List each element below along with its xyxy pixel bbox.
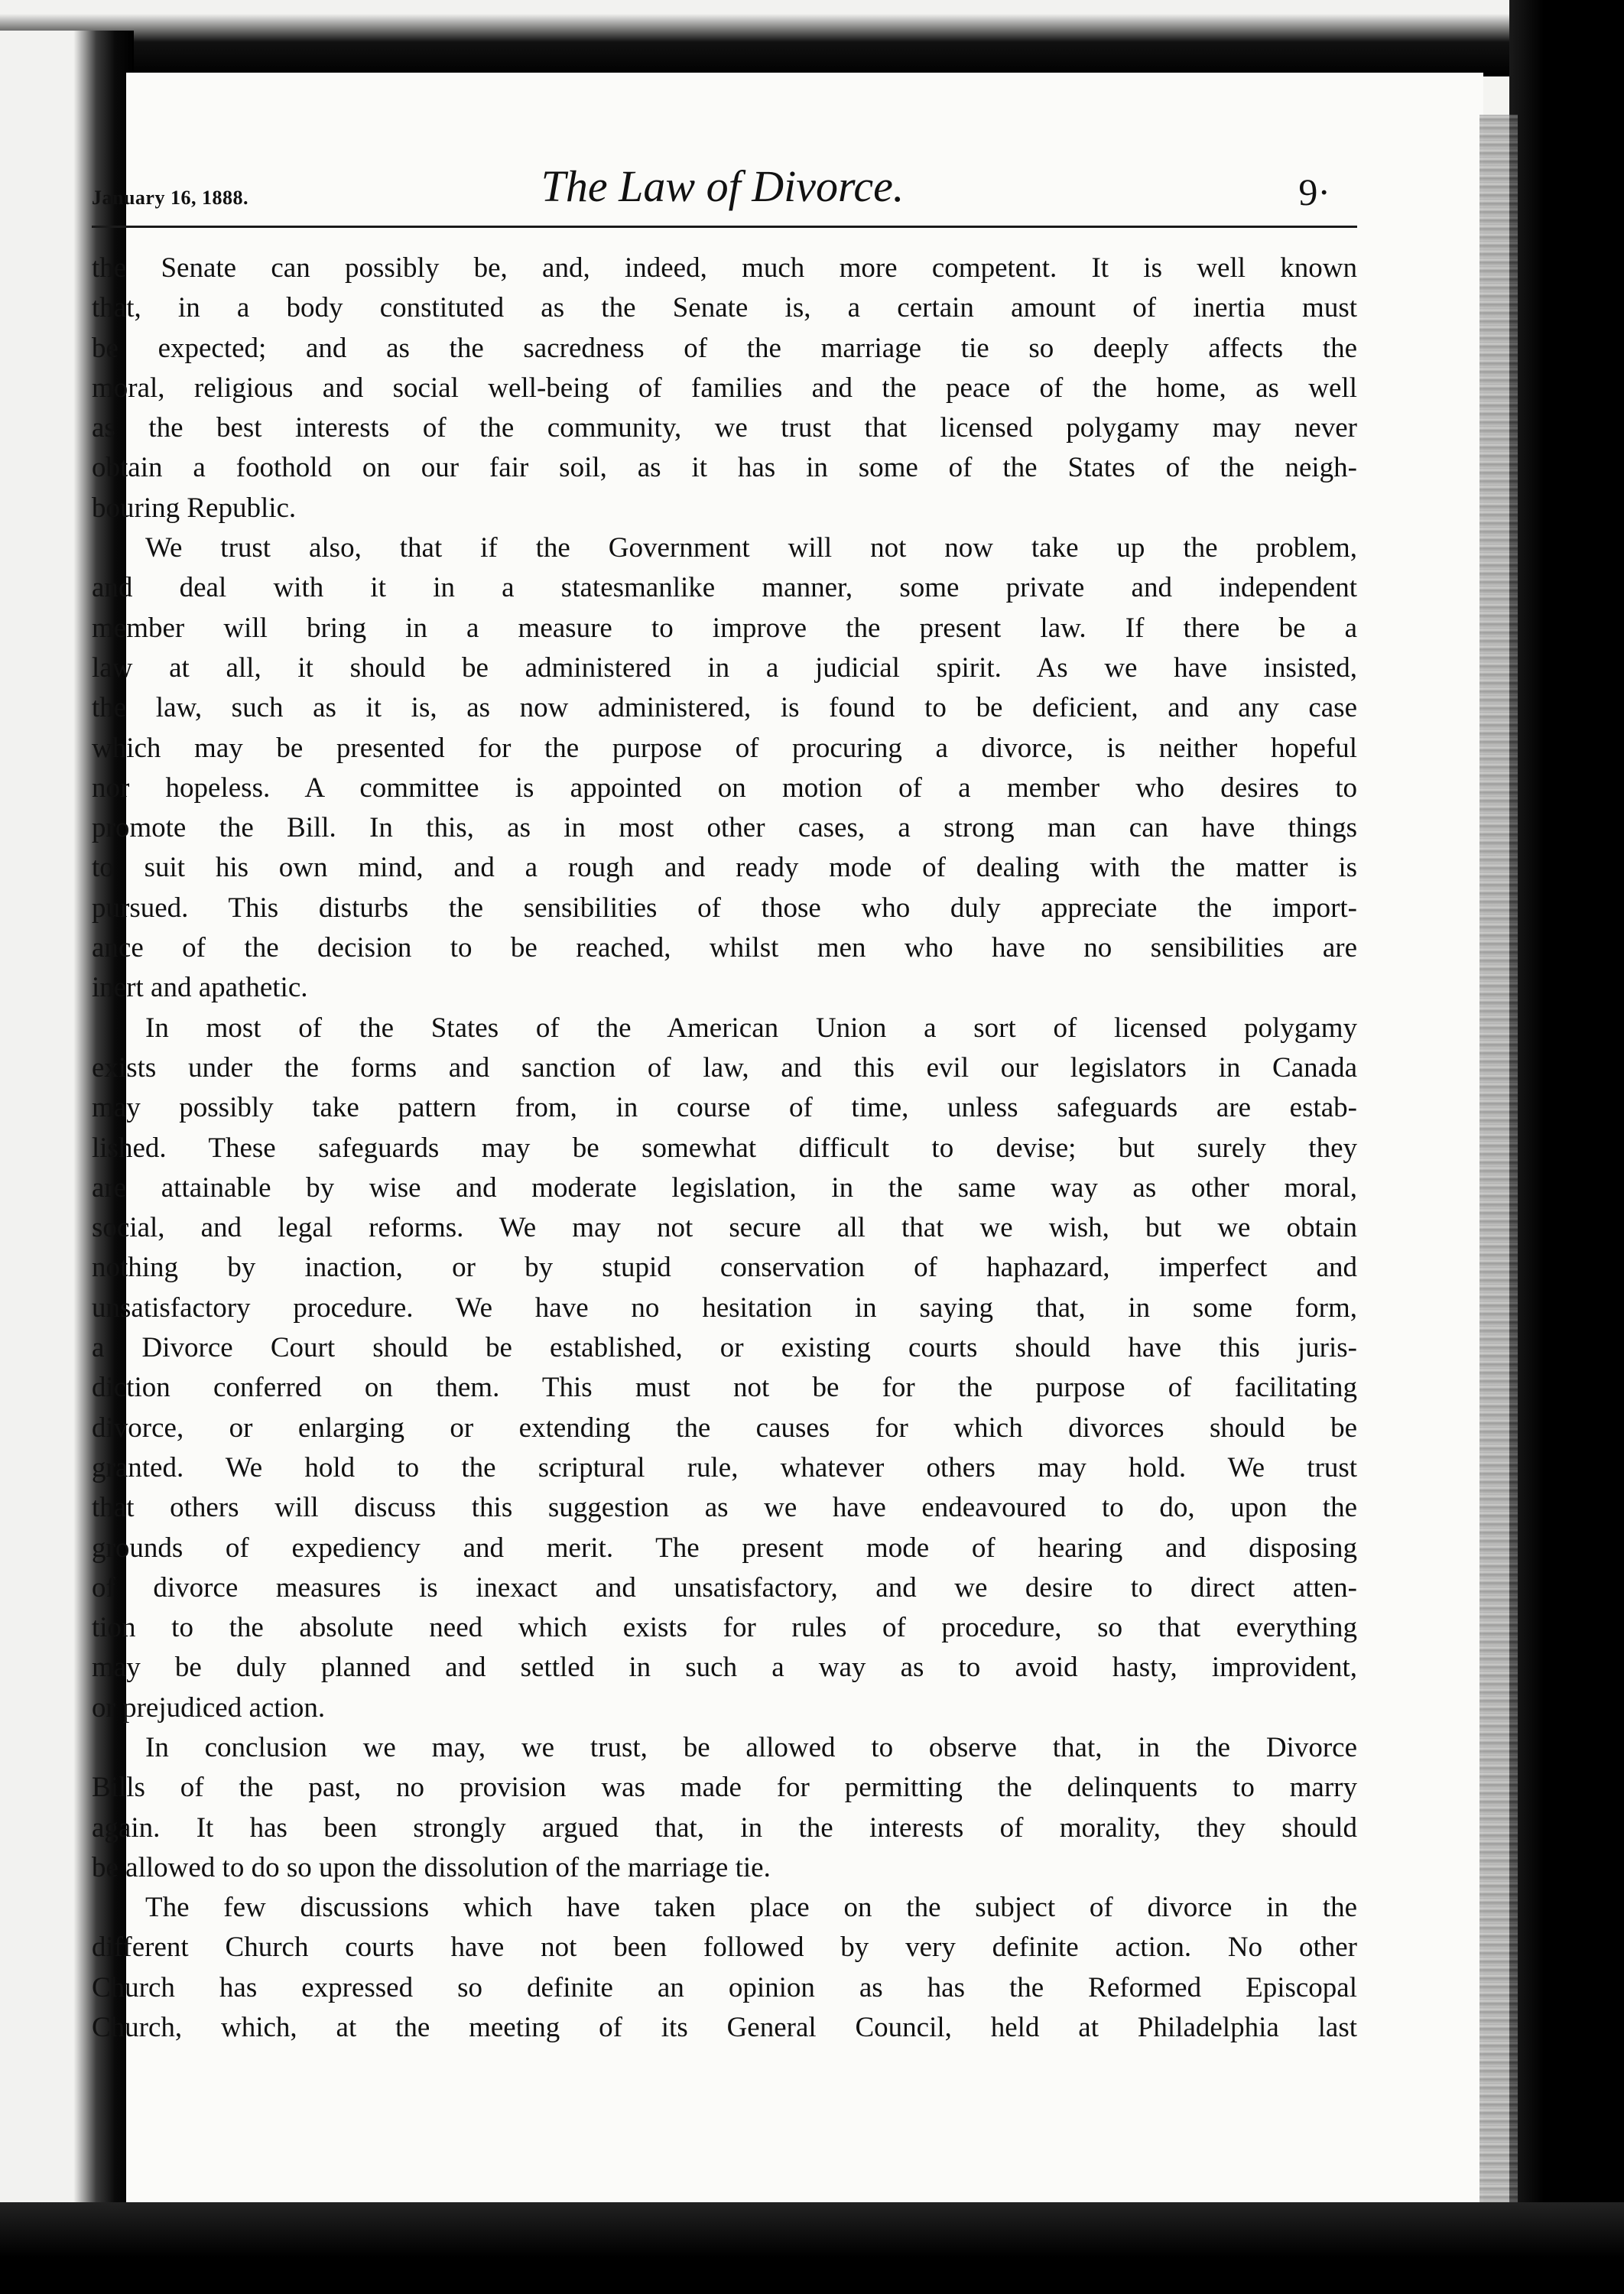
text-line: to suit his own mind, and a rough and ready mode of dealing with the matter is [92, 852, 1357, 884]
text-line: inert and apathetic. [92, 972, 308, 1004]
text-line: of divorce measures is inexact and unsatisfactory, and we desire to direct atten- [92, 1571, 1357, 1604]
text-line: Church, which, at the meeting of its General Council, held at Philadelphia last [92, 2012, 1357, 2044]
text-line: exists under the forms and sanction of law, and this evil our legislators in Canada [92, 1051, 1357, 1084]
text-line: The few discussions which have taken place on the subject of divorce in the [145, 1892, 1357, 1924]
scan-border-right [1509, 0, 1624, 2294]
text-line: a Divorce Court should be established, or existing courts should have this juris- [92, 1332, 1357, 1364]
text-line: ance of the decision to be reached, whilst men who have no sensibilities are [92, 932, 1357, 964]
header-date: January 16, 1888. [92, 187, 248, 209]
text-line: granted. We hold to the scriptural rule, whatever others may hold. We trust [92, 1451, 1357, 1483]
text-line: are attainable by wise and moderate legislation, in the same way as other moral, [92, 1171, 1357, 1204]
text-line: diction conferred on them. This must not be for the purpose of facilitating [92, 1372, 1357, 1404]
text-line: We trust also, that if the Government will not now take up the problem, [145, 532, 1357, 564]
paragraph [92, 1888, 1357, 2048]
text-line: as the best interests of the community, we trust that licensed polygamy may never [92, 412, 1357, 444]
running-header [92, 153, 1353, 226]
header-title: The Law of Divorce. [541, 161, 905, 211]
paragraph [92, 1728, 1357, 1888]
text-line: again. It has been strongly argued that, in the interests of morality, they should [92, 1811, 1357, 1844]
text-line: grounds of expediency and merit. The present mode of hearing and disposing [92, 1532, 1357, 1564]
text-line: the law, such as it is, as now administered, is found to be deficient, and any case [92, 692, 1357, 724]
text-line: nothing by inaction, or by stupid conservation of haphazard, imperfect and [92, 1252, 1357, 1284]
text-line: obtain a foothold on our fair soil, as it has in some of the States of the neigh- [92, 452, 1357, 484]
text-line: social, and legal reforms. We may not secure all that we wish, but we obtain [92, 1212, 1357, 1244]
text-line: In most of the States of the American Union a sort of licensed polygamy [145, 1012, 1357, 1044]
text-line: may possibly take pattern from, in course of time, unless safeguards are estab- [92, 1092, 1357, 1124]
text-line: be expected; and as the sacredness of the marriage tie so deeply affects the [92, 332, 1357, 364]
paragraph [92, 249, 1357, 528]
article-body [92, 249, 1357, 2048]
scan-border-bottom [0, 2202, 1624, 2294]
text-line: the Senate can possibly be, and, indeed, much more competent. It is well known [92, 252, 1357, 284]
text-line: lished. These safeguards may be somewhat difficult to devise; but surely they [92, 1132, 1357, 1164]
paragraph [92, 528, 1357, 1009]
text-line: that, in a body constituted as the Senate is, a certain amount of inertia must [92, 292, 1357, 324]
text-line: law at all, it should be administered in a judicial spirit. As we have insisted, [92, 651, 1357, 684]
header-rule [92, 226, 1357, 228]
text-line: moral, religious and social well-being of families and the peace of the home, as well [92, 372, 1357, 404]
text-line: which may be presented for the purpose of procuring a divorce, is neither hopeful [92, 732, 1357, 764]
text-line: and deal with it in a statesmanlike manner, some private and independent [92, 572, 1357, 604]
text-line: In conclusion we may, we trust, be allowed to observe that, in the Divorce [145, 1731, 1357, 1763]
text-line: bouring Republic. [92, 492, 297, 524]
page-number: 9· [1298, 171, 1330, 213]
text-line: may be duly planned and settled in such a way as to avoid hasty, improvident, [92, 1652, 1357, 1684]
text-line: pursued. This disturbs the sensibilities of those who duly appreciate the import- [92, 892, 1357, 924]
text-line: Bills of the past, no provision was made for permitting the delinquents to marry [92, 1772, 1357, 1804]
paragraph [92, 1009, 1357, 1728]
text-line: be allowed to do so upon the dissolution of the marriage tie. [92, 1851, 771, 1883]
text-line: different Church courts have not been followed by very definite action. No other [92, 1932, 1357, 1964]
text-line: or prejudiced action. [92, 1691, 326, 1724]
scan-border-top [0, 0, 1624, 76]
text-line: divorce, or enlarging or extending the causes for which divorces should be [92, 1412, 1357, 1444]
text-line: member will bring in a measure to improve the present law. If there be a [92, 612, 1357, 644]
text-line: nor hopeless. A committee is appointed on motion of a member who desires to [92, 772, 1357, 804]
text-line: Church has expressed so definite an opinion as has the Reformed Episcopal [92, 1971, 1357, 2003]
text-line: tion to the absolute need which exists for rules of procedure, so that everything [92, 1612, 1357, 1644]
text-line: promote the Bill. In this, as in most other cases, a strong man can have things [92, 812, 1357, 844]
text-line: that others will discuss this suggestion as we have endeavoured to do, upon the [92, 1492, 1357, 1524]
scan-edge-texture [1479, 115, 1518, 2225]
text-line: unsatisfactory procedure. We have no hesitation in saying that, in some form, [92, 1292, 1357, 1324]
